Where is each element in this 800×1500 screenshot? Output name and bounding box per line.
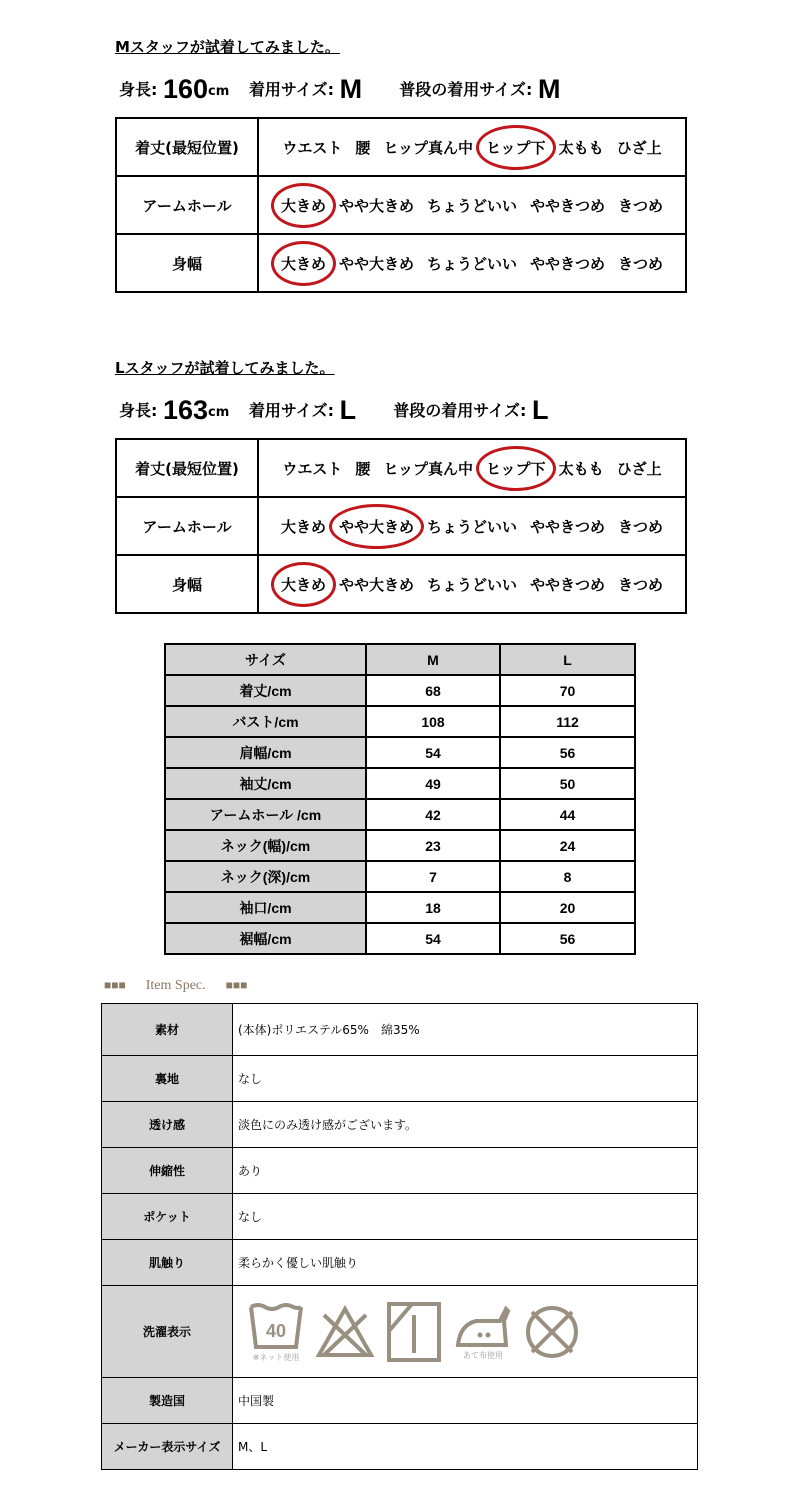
size-table-row: [165, 830, 635, 861]
heading-marks-left: ■■■: [104, 978, 126, 992]
spec-row: [102, 1194, 698, 1240]
fit-option: ちょうどいい: [426, 575, 517, 594]
fit-row-label: 身幅: [116, 234, 258, 292]
spec-key: 製造国: [102, 1378, 233, 1424]
care-note: ※ネット使用: [252, 1352, 300, 1362]
size-row-label: バスト/cm: [165, 706, 366, 737]
fit-row: [116, 176, 686, 234]
fit-option-selected: 大きめ: [281, 195, 326, 216]
fit-row-label: 着丈(最短位置): [116, 439, 258, 497]
size-table-row: [165, 706, 635, 737]
item-spec-heading: [104, 978, 247, 994]
fit-option: ウエスト: [282, 459, 343, 478]
size-cell-m: 68: [366, 675, 500, 706]
fit-table: [115, 438, 687, 614]
spec-key: 洗濯表示: [102, 1286, 233, 1378]
spec-key: 素材: [102, 1004, 233, 1056]
fit-options: [259, 119, 685, 175]
staff-heading: Mスタッフが試着してみました。: [115, 38, 340, 56]
spec-row: [102, 1424, 698, 1470]
spec-key: 肌触り: [102, 1240, 233, 1286]
iron-low-icon: [454, 1303, 512, 1361]
size-cell-m: 23: [366, 830, 500, 861]
fit-option: 腰: [355, 459, 371, 478]
spec-key: メーカー表示サイズ: [102, 1424, 233, 1470]
care-icons: [238, 1301, 697, 1363]
size-table-row: [165, 923, 635, 954]
fit-option: やや大きめ: [338, 196, 414, 215]
spec-key: 伸縮性: [102, 1148, 233, 1194]
fit-option: きつめ: [618, 196, 664, 215]
fit-option-selected: 大きめ: [281, 253, 326, 274]
fit-row-options: [258, 439, 686, 497]
fit-row-options: [258, 555, 686, 613]
size-table-row: [165, 799, 635, 830]
size-cell-m: 49: [366, 768, 500, 799]
fit-options: [259, 556, 685, 612]
height-unit: cm: [208, 84, 230, 99]
fit-option: ややきつめ: [530, 575, 606, 594]
fit-options: [259, 235, 685, 291]
spec-row: [102, 1102, 698, 1148]
spec-row: [102, 1004, 698, 1056]
size-cell-l: 56: [500, 923, 635, 954]
usual-size-value: M: [537, 74, 561, 104]
size-table-row: [165, 768, 635, 799]
worn-size-label: 着用サイズ:: [248, 80, 335, 99]
spec-value: M、L: [233, 1424, 698, 1470]
size-cell-m: 54: [366, 923, 500, 954]
size-cell-m: 54: [366, 737, 500, 768]
spec-table: [101, 1003, 698, 1470]
height-unit: cm: [208, 405, 230, 420]
fit-options: [259, 177, 685, 233]
size-row-label: ネック(深)/cm: [165, 861, 366, 892]
size-header-label: サイズ: [165, 644, 366, 675]
no-bleach-icon: [316, 1305, 374, 1359]
care-note: あて布使用: [463, 1350, 503, 1360]
size-row-label: ネック(幅)/cm: [165, 830, 366, 861]
fit-option: 腰: [355, 138, 371, 157]
fit-row-label: 身幅: [116, 555, 258, 613]
size-cell-l: 50: [500, 768, 635, 799]
selection-circle: [476, 446, 556, 491]
size-row-label: 袖丈/cm: [165, 768, 366, 799]
size-header-m: M: [366, 644, 500, 675]
size-cell-l: 70: [500, 675, 635, 706]
fit-option: ちょうどいい: [426, 196, 517, 215]
height-value: 160: [162, 74, 209, 104]
fit-option: やや大きめ: [338, 575, 414, 594]
wash-temp-label: 40: [265, 1320, 287, 1341]
size-cell-l: 24: [500, 830, 635, 861]
fit-option: ヒップ真ん中: [383, 138, 473, 157]
heading-marks-right: ■■■: [225, 978, 248, 992]
size-row-label: 裾幅/cm: [165, 923, 366, 954]
fit-options: [259, 440, 685, 496]
fit-option: ひざ上: [616, 138, 662, 157]
fit-row: [116, 497, 686, 555]
spec-key: 透け感: [102, 1102, 233, 1148]
fit-option: ひざ上: [616, 459, 662, 478]
selection-circle: [329, 504, 424, 549]
usual-size-label: 普段の着用サイズ:: [393, 401, 527, 420]
size-row-label: 袖口/cm: [165, 892, 366, 923]
size-cell-l: 44: [500, 799, 635, 830]
wash-tub-40-icon: [248, 1301, 304, 1363]
spec-row: [102, 1056, 698, 1102]
fit-option: ちょうどいい: [426, 254, 517, 273]
spec-value: 淡色にのみ透け感がございます。: [233, 1102, 698, 1148]
fit-row-label: 着丈(最短位置): [116, 118, 258, 176]
size-table-row: [165, 861, 635, 892]
selection-circle: [271, 183, 336, 228]
selection-circle: [476, 125, 556, 170]
fit-option: 大きめ: [280, 517, 326, 536]
fit-option: ややきつめ: [530, 517, 606, 536]
spec-row: [102, 1240, 698, 1286]
spec-value: あり: [233, 1148, 698, 1194]
size-cell-m: 42: [366, 799, 500, 830]
fit-row: [116, 118, 686, 176]
selection-circle: [271, 562, 336, 607]
fit-option: 太もも: [558, 138, 604, 157]
fit-option-selected: 大きめ: [281, 574, 326, 595]
spec-value: なし: [233, 1194, 698, 1240]
fit-option: きつめ: [618, 575, 664, 594]
fit-option: ややきつめ: [530, 196, 606, 215]
fit-option: ちょうどいい: [426, 517, 517, 536]
fit-options: [259, 498, 685, 554]
size-table-row: [165, 737, 635, 768]
spec-key: ポケット: [102, 1194, 233, 1240]
fit-table: [115, 117, 687, 293]
worn-size-value: L: [339, 395, 357, 425]
size-row-label: 肩幅/cm: [165, 737, 366, 768]
line-dry-shade-icon: [386, 1301, 442, 1363]
worn-size-value: M: [339, 74, 363, 104]
spec-row: [102, 1286, 698, 1378]
selection-circle: [271, 241, 336, 286]
fit-option: 太もも: [558, 459, 604, 478]
spec-value: 中国製: [233, 1378, 698, 1424]
fit-option: ややきつめ: [530, 254, 606, 273]
fit-option-selected: ヒップ下: [486, 137, 546, 158]
fit-row: [116, 439, 686, 497]
fit-option: きつめ: [618, 517, 664, 536]
spec-key: 裏地: [102, 1056, 233, 1102]
spec-row: [102, 1148, 698, 1194]
size-header-l: L: [500, 644, 635, 675]
height-label: 身長:: [119, 401, 158, 420]
spec-value: [233, 1286, 698, 1378]
height-label: 身長:: [119, 80, 158, 99]
l-staff-section: [115, 357, 690, 594]
spec-value: 柔らかく優しい肌触り: [233, 1240, 698, 1286]
staff-stats: [119, 74, 560, 105]
size-table-row: [165, 675, 635, 706]
spec-row: [102, 1378, 698, 1424]
spec-value: なし: [233, 1056, 698, 1102]
staff-heading: Lスタッフが試着してみました。: [115, 359, 335, 377]
size-cell-l: 8: [500, 861, 635, 892]
no-dry-clean-icon: [524, 1304, 580, 1360]
size-row-label: アームホール /cm: [165, 799, 366, 830]
fit-row-options: [258, 497, 686, 555]
usual-size-value: L: [531, 395, 549, 425]
size-table: [164, 643, 636, 955]
fit-row-options: [258, 176, 686, 234]
item-spec-title: Item Spec.: [145, 978, 206, 993]
size-table-header: [165, 644, 635, 675]
fit-row-label: アームホール: [116, 176, 258, 234]
usual-size-label: 普段の着用サイズ:: [399, 80, 533, 99]
height-value: 163: [162, 395, 209, 425]
fit-row-label: アームホール: [116, 497, 258, 555]
size-cell-m: 18: [366, 892, 500, 923]
fit-row: [116, 234, 686, 292]
fit-option-selected: ヒップ下: [486, 458, 546, 479]
size-cell-l: 56: [500, 737, 635, 768]
m-staff-section: [115, 36, 690, 273]
fit-option: きつめ: [618, 254, 664, 273]
fit-option: ウエスト: [282, 138, 343, 157]
size-cell-l: 112: [500, 706, 635, 737]
spec-value: (本体)ポリエステル65% 綿35%: [233, 1004, 698, 1056]
fit-row: [116, 555, 686, 613]
size-row-label: 着丈/cm: [165, 675, 366, 706]
size-cell-m: 7: [366, 861, 500, 892]
worn-size-label: 着用サイズ:: [248, 401, 335, 420]
fit-row-options: [258, 118, 686, 176]
fit-row-options: [258, 234, 686, 292]
size-cell-m: 108: [366, 706, 500, 737]
staff-stats: [119, 395, 548, 426]
size-table-row: [165, 892, 635, 923]
size-cell-l: 20: [500, 892, 635, 923]
fit-option-selected: やや大きめ: [339, 516, 414, 537]
fit-option: やや大きめ: [338, 254, 414, 273]
fit-option: ヒップ真ん中: [383, 459, 473, 478]
